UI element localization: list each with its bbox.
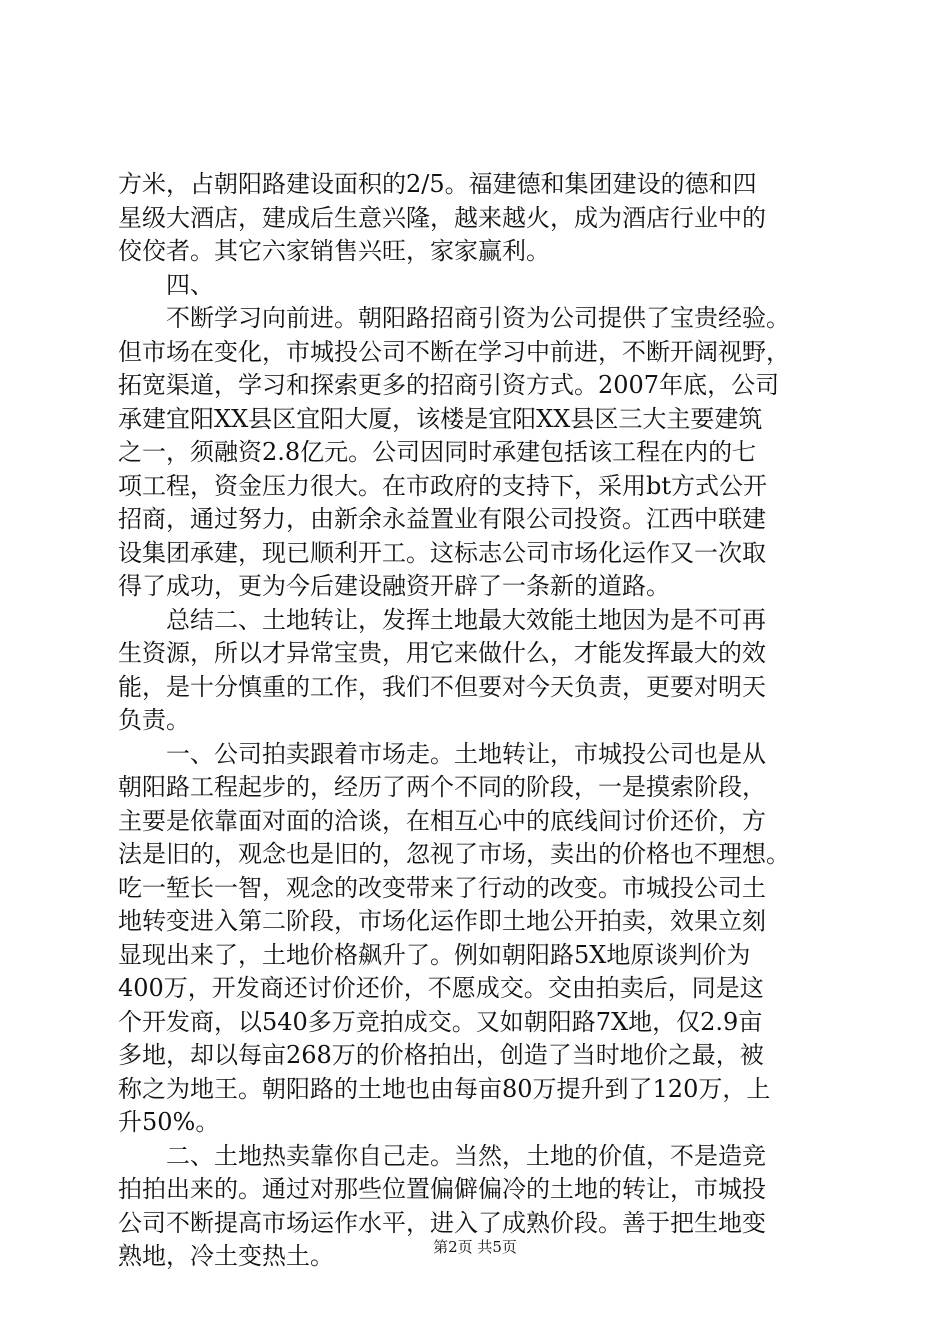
text-line: 之一，须融资2.8亿元。公司因同时承建包括该工程在内的七 [118,438,757,466]
text-line: 地转变进入第二阶段，市场化运作即土地公开拍卖，效果立刻 [118,907,766,935]
text-line: 吃一堑长一智，观念的改变带来了行动的改变。市城投公司土 [118,873,766,902]
text-line: 设集团承建，现已顺利开工。这标志公司市场化运作又一次取 [118,538,766,567]
text-line: 显现出来了，土地价格飙升了。例如朝阳路5X地原谈判价为 [118,940,751,969]
text-line: 佼佼者。其它六家销售兴旺，家家赢利。 [118,237,550,265]
text-line: 招商，通过努力，由新余永益置业有限公司投资。江西中联建 [118,505,766,533]
text-line: 不断学习向前进。朝阳路招商引资为公司提供了宝贵经验。 [118,304,790,332]
text-line: 但市场在变化，市城投公司不断在学习中前进，不断开阔视野， [118,337,790,366]
text-line: 公司不断提高市场运作水平，进入了成熟价段。善于把生地变 [118,1208,766,1237]
text-line: 二、土地热卖靠你自己走。当然，土地的价值，不是造竞 [118,1141,766,1170]
body-text [118,168,832,1274]
text-line: 承建宜阳XX县区宜阳大厦，该楼是宜阳XX县区三大主要建筑 [118,404,763,433]
text-line: 400万，开发商还讨价还价，不愿成交。交由拍卖后，同是这 [118,974,764,1002]
text-line: 拓宽渠道，学习和探索更多的招商引资方式。2007年底，公司 [118,371,780,399]
text-line: 法是旧的，观念也是旧的，忽视了市场，卖出的价格也不理想。 [118,840,790,868]
text-line: 一、公司拍卖跟着市场走。土地转让，市城投公司也是从 [118,739,766,768]
text-line: 熟地，冷土变热土。 [118,1242,334,1270]
text-line: 主要是依靠面对面的洽谈，在相互心中的底线间讨价还价，方 [118,806,766,835]
text-line: 朝阳路工程起步的，经历了两个不同的阶段，一是摸索阶段， [118,773,766,801]
text-line: 方米，占朝阳路建设面积的2/5。福建德和集团建设的德和四 [118,170,757,198]
text-line: 负责。 [118,706,190,734]
text-line: 总结二、土地转让，发挥土地最大效能土地因为是不可再 [118,605,766,634]
text-line: 项工程，资金压力很大。在市政府的支持下，采用bt方式公开 [118,471,768,500]
text-line: 拍拍出来的。通过对那些位置偏僻偏冷的土地的转让，市城投 [118,1175,766,1203]
page-number: 第2页 共5页 [433,1238,517,1256]
text-line: 能，是十分慎重的工作，我们不但要对今天负责，更要对明天 [118,672,766,701]
text-line: 称之为地王。朝阳路的土地也由每亩80万提升到了120万，上 [118,1074,771,1103]
text-line: 星级大酒店，建成后生意兴隆，越来越火，成为酒店行业中的 [118,203,766,232]
text-line: 多地，却以每亩268万的价格拍出，创造了当时地价之最，被 [118,1041,764,1069]
text-line: 四、 [118,270,214,299]
text-line: 得了成功，更为今后建设融资开辟了一条新的道路。 [118,572,670,600]
text-line: 升50%。 [118,1108,220,1136]
text-line: 个开发商，以540多万竞拍成交。又如朝阳路7X地，仅2.9亩 [118,1007,763,1036]
text-line: 生资源，所以才异常宝贵，用它来做什么，才能发挥最大的效 [118,639,766,667]
